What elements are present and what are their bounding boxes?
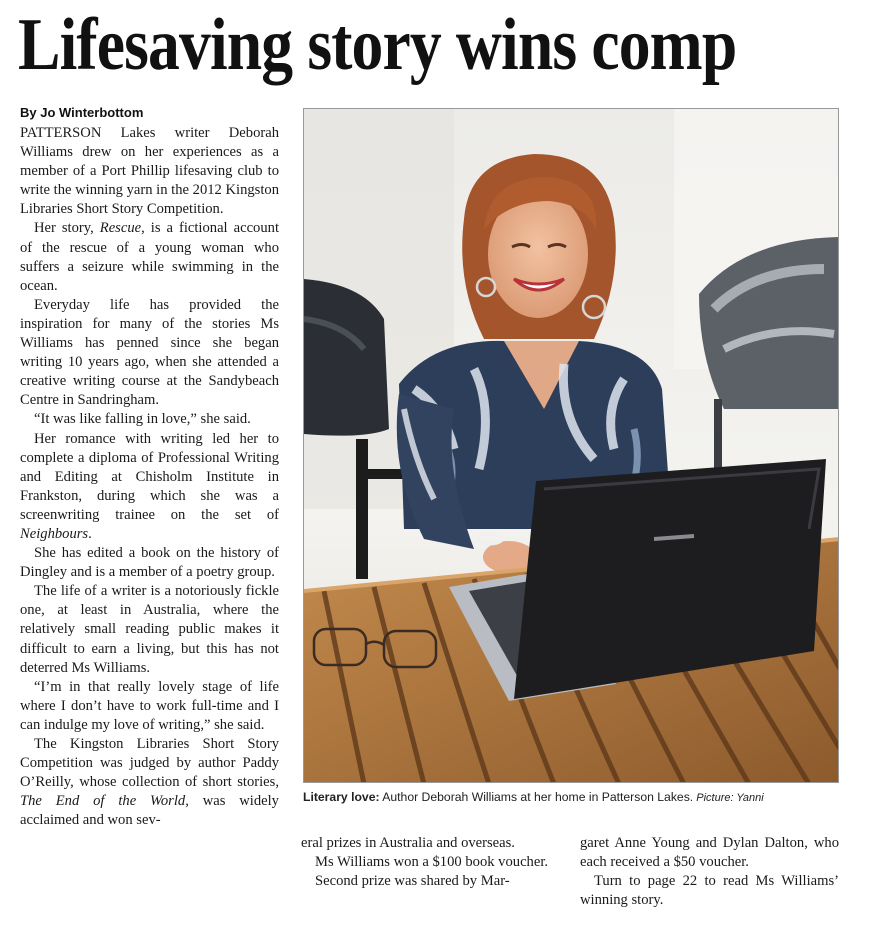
photo-illustration <box>304 109 839 783</box>
article-photo <box>303 108 839 783</box>
paragraph: The life of a writer is a notoriously fickle one, at least in Australia, where the relatively small reading public makes it difficult to earn a living, but this has not deterred Ms Williams. <box>20 583 279 676</box>
paragraph: Turn to page 22 to read Ms Williams’ winning story. <box>580 873 839 909</box>
article-column-2 <box>301 834 560 891</box>
byline: By Jo Winterbottom <box>20 105 144 120</box>
paragraph: The Kingston Libraries Short Story Competition was judged by author Paddy O’Reilly, whose collection of short stories, The End of the World, was widely acclaimed and won sev- <box>20 736 279 829</box>
story-title: Rescue <box>99 220 142 237</box>
caption-text: Author Deborah Williams at her home in Patterson Lakes. <box>379 790 694 804</box>
paragraph: garet Anne Young and Dylan Dalton, who each received a $50 voucher. <box>580 835 839 871</box>
paragraph: eral prizes in Australia and overseas. <box>301 835 515 851</box>
paragraph: Everyday life has provided the inspiration for many of the stories Ms Williams has penned since she began writing 10 years ago, when she attended a creative writing course at the Sandybeach Centre in Sandringham. <box>20 296 279 409</box>
headline: Lifesaving story wins comp <box>18 4 737 86</box>
article-column-1 <box>20 124 279 830</box>
paragraph: Her romance with writing led her to complete a diploma of Professional Writing and Editing at Chisholm Institute in Frankston, during which she was a screenwriting trainee on the set of Neighbours. <box>20 430 279 542</box>
paragraph: “It was like falling in love,” she said. <box>34 411 251 428</box>
paragraph: Her story, Rescue, is a fictional account of the rescue of a young woman who suffers a seizure while swimming in the ocean. <box>20 220 279 294</box>
photo-caption <box>303 790 863 804</box>
paragraph: PATTERSON Lakes writer Deborah Williams drew on her experiences as a member of a Port Phillip lifesaving club to write the winning yarn in the 2012 Kingston Libraries Short Story Competition. <box>20 125 280 218</box>
caption-credit: Picture: Yanni <box>693 792 764 804</box>
paragraph: “I’m in that really lovely stage of life where I don’t have to work full-time and I can indulge my love of writing,” she said. <box>20 678 279 733</box>
show-title: Neighbours <box>20 525 89 542</box>
paragraph: She has edited a book on the history of Dingley and is a member of a poetry group. <box>20 545 279 581</box>
article-column-3 <box>580 834 839 910</box>
paragraph: Second prize was shared by Mar- <box>315 873 510 890</box>
paragraph: Ms Williams won a $100 book voucher. <box>315 854 549 871</box>
caption-label: Literary love: <box>303 790 380 804</box>
book-title: The End of the World <box>20 793 186 810</box>
